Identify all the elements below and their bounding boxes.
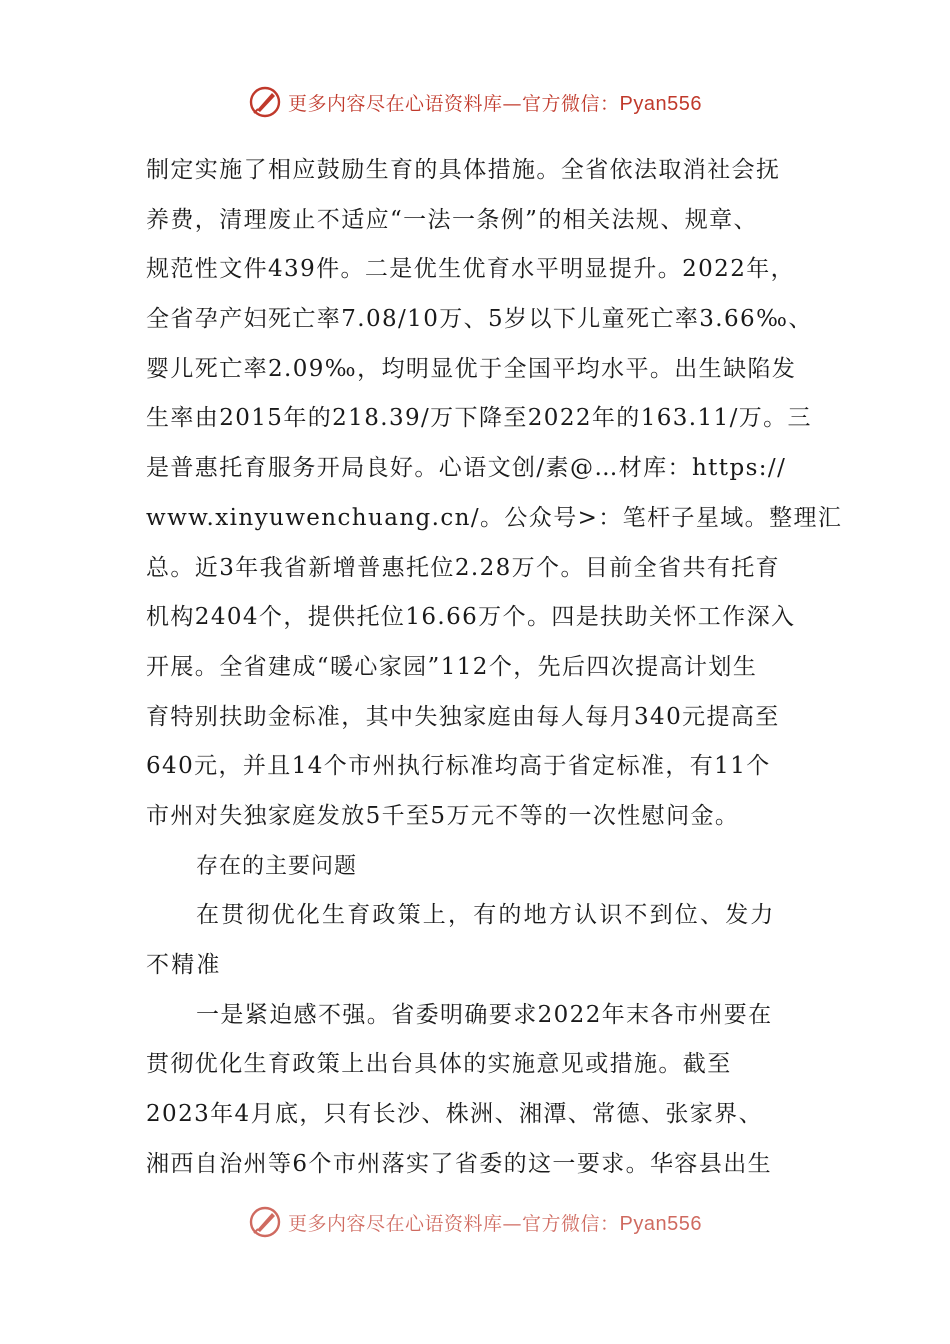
body-line: 贯彻优化生育政策上出台具体的实施意见或措施。截至 [146,1051,732,1078]
banner-text: 更多内容尽在心语资料库—官方微信：Pyan556 [288,1212,702,1235]
footer-banner [0,1202,950,1242]
body-line: 生率由2015年的218.39/万下降至2022年的163.11/万。三 [146,405,812,432]
quill-pen-logo-icon [248,85,282,119]
body-line: 2023年4月底，只有长沙、株洲、湘潭、常德、张家界、 [146,1101,763,1128]
section-heading: 存在的主要问题 [196,853,358,879]
banner-text: 更多内容尽在心语资料库—官方微信：Pyan556 [288,92,702,115]
quill-pen-logo-icon [248,1205,282,1239]
body-line: 养费，清理废止不适应“一法一条例”的相关法规、规章、 [146,206,758,233]
body-line: 婴儿死亡率2.09‰，均明显优于全国平均水平。出生缺陷发 [146,355,797,382]
body-line: 是普惠托育服务开局良好。心语文创/素@…材库：https:// [146,455,787,482]
body-line: 开展。全省建成“暖心家园”112个，先后四次提高计划生 [146,653,758,680]
body-line: 一是紧迫感不强。省委明确要求2022年末各市州要在 [196,1001,773,1028]
wechat-id: Pyan556 [619,92,702,115]
document-body [146,146,843,1189]
body-line: 机构2404个，提供托位16.66万个。四是扶助关怀工作深入 [146,604,796,631]
header-banner [0,82,950,122]
body-line: 湘西自治州等6个市州落实了省委的这一要求。华容县出生 [146,1150,773,1177]
body-line: 育特别扶助金标准，其中失独家庭由每人每月340元提高至 [146,703,780,730]
body-line: 市州对失独家庭发放5千至5万元不等的一次性慰问金。 [146,802,740,829]
body-line: www.xinyuwenchuang.cn/。公众号>：笔杆子星域。整理汇 [146,504,843,531]
body-line: 640元，并且14个市州执行标准均高于省定标准，有11个 [146,753,771,780]
body-line: 规范性文件439件。二是优生优育水平明显提升。2022年， [146,256,796,283]
body-line: 制定实施了相应鼓励生育的具体措施。全省依法取消社会抚 [146,157,781,183]
body-line: 总。近3年我省新增普惠托位2.28万个。目前全省共有托育 [146,554,781,581]
wechat-id: Pyan556 [619,1212,702,1235]
body-line: 全省孕产妇死亡率7.08/10万、5岁以下儿童死亡率3.66‰、 [146,306,813,333]
subheading-line: 不精准 [146,952,222,978]
subheading-line: 在贯彻优化生育政策上，有的地方认识不到位、发力 [196,902,776,929]
